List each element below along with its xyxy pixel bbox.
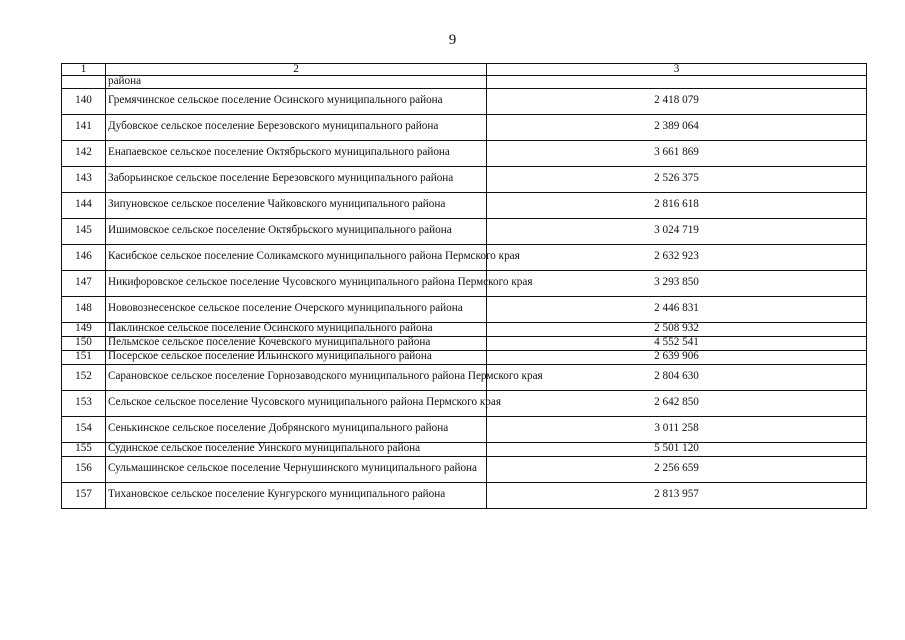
- settlement-name: Судинское сельское поселение Уинского муниципального района: [106, 442, 487, 456]
- row-number: 151: [62, 350, 106, 364]
- amount-value: 2 256 659: [487, 456, 867, 482]
- settlement-name: Заборьинское сельское поселение Березовского муниципального района: [106, 166, 487, 192]
- continuation-name-cell: района: [106, 76, 487, 89]
- row-number: 146: [62, 244, 106, 270]
- row-number: 156: [62, 456, 106, 482]
- column-number-1: 1: [62, 64, 106, 76]
- amount-value: 2 446 831: [487, 296, 867, 322]
- continuation-row: [62, 76, 867, 89]
- row-number: 145: [62, 218, 106, 244]
- table-row: [62, 390, 867, 416]
- table-row: [62, 322, 867, 336]
- row-number: 147: [62, 270, 106, 296]
- table-row: [62, 296, 867, 322]
- column-number-3: 3: [487, 64, 867, 76]
- row-number: 148: [62, 296, 106, 322]
- column-number-2: 2: [106, 64, 487, 76]
- amount-value: 2 813 957: [487, 482, 867, 508]
- settlement-name: Сельское сельское поселение Чусовского муниципального района Пермского края: [106, 390, 487, 416]
- row-number: 140: [62, 88, 106, 114]
- amount-value: 3 661 869: [487, 140, 867, 166]
- settlement-name: Тихановское сельское поселение Кунгурского муниципального района: [106, 482, 487, 508]
- settlement-name: Сульмашинское сельское поселение Чернушинского муниципального района: [106, 456, 487, 482]
- table-row: [62, 416, 867, 442]
- settlement-name: Зипуновское сельское поселение Чайковского муниципального района: [106, 192, 487, 218]
- amount-value: 2 816 618: [487, 192, 867, 218]
- row-number: 149: [62, 322, 106, 336]
- amount-value: 3 293 850: [487, 270, 867, 296]
- amount-value: 2 389 064: [487, 114, 867, 140]
- amount-value: 5 501 120: [487, 442, 867, 456]
- settlement-name: Енапаевское сельское поселение Октябрьского муниципального района: [106, 140, 487, 166]
- settlement-name: Нововознесенское сельское поселение Очерского муниципального района: [106, 296, 487, 322]
- settlements-table: [61, 63, 867, 509]
- row-number: 142: [62, 140, 106, 166]
- row-number: 143: [62, 166, 106, 192]
- settlement-name: Касибское сельское поселение Соликамского муниципального района Пермского края: [106, 244, 487, 270]
- row-number: 153: [62, 390, 106, 416]
- amount-value: 2 526 375: [487, 166, 867, 192]
- page-number: 9: [448, 32, 457, 48]
- amount-value: 3 024 719: [487, 218, 867, 244]
- amount-value: 4 552 541: [487, 336, 867, 350]
- table-row: [62, 88, 867, 114]
- settlement-name: Дубовское сельское поселение Березовского муниципального района: [106, 114, 487, 140]
- table-row: [62, 350, 867, 364]
- table-row: [62, 456, 867, 482]
- amount-value: 2 632 923: [487, 244, 867, 270]
- continuation-num-cell: [62, 76, 106, 89]
- row-number: 155: [62, 442, 106, 456]
- continuation-value-cell: [487, 76, 867, 89]
- amount-value: 2 418 079: [487, 88, 867, 114]
- row-number: 150: [62, 336, 106, 350]
- settlement-name: Никифоровское сельское поселение Чусовского муниципального района Пермского края: [106, 270, 487, 296]
- settlement-name: Ишимовское сельское поселение Октябрьского муниципального района: [106, 218, 487, 244]
- table-row: [62, 218, 867, 244]
- table-row: [62, 336, 867, 350]
- column-number-row: [62, 64, 867, 76]
- row-number: 157: [62, 482, 106, 508]
- settlement-name: Сарановское сельское поселение Горнозаводского муниципального района Пермского края: [106, 364, 487, 390]
- row-number: 152: [62, 364, 106, 390]
- table-row: [62, 270, 867, 296]
- settlement-name: Посерское сельское поселение Ильинского муниципального района: [106, 350, 487, 364]
- table-row: [62, 442, 867, 456]
- amount-value: 2 804 630: [487, 364, 867, 390]
- settlement-name: Гремячинское сельское поселение Осинского муниципального района: [106, 88, 487, 114]
- table-row: [62, 166, 867, 192]
- table-row: [62, 140, 867, 166]
- table-row: [62, 364, 867, 390]
- amount-value: 2 642 850: [487, 390, 867, 416]
- table-row: [62, 244, 867, 270]
- row-number: 154: [62, 416, 106, 442]
- table-row: [62, 482, 867, 508]
- settlement-name: Паклинское сельское поселение Осинского муниципального района: [106, 322, 487, 336]
- settlement-name: Пельмское сельское поселение Кочевского муниципального района: [106, 336, 487, 350]
- amount-value: 2 508 932: [487, 322, 867, 336]
- row-number: 144: [62, 192, 106, 218]
- table-row: [62, 114, 867, 140]
- settlement-name: Сенькинское сельское поселение Добрянского муниципального района: [106, 416, 487, 442]
- row-number: 141: [62, 114, 106, 140]
- table-row: [62, 192, 867, 218]
- amount-value: 3 011 258: [487, 416, 867, 442]
- amount-value: 2 639 906: [487, 350, 867, 364]
